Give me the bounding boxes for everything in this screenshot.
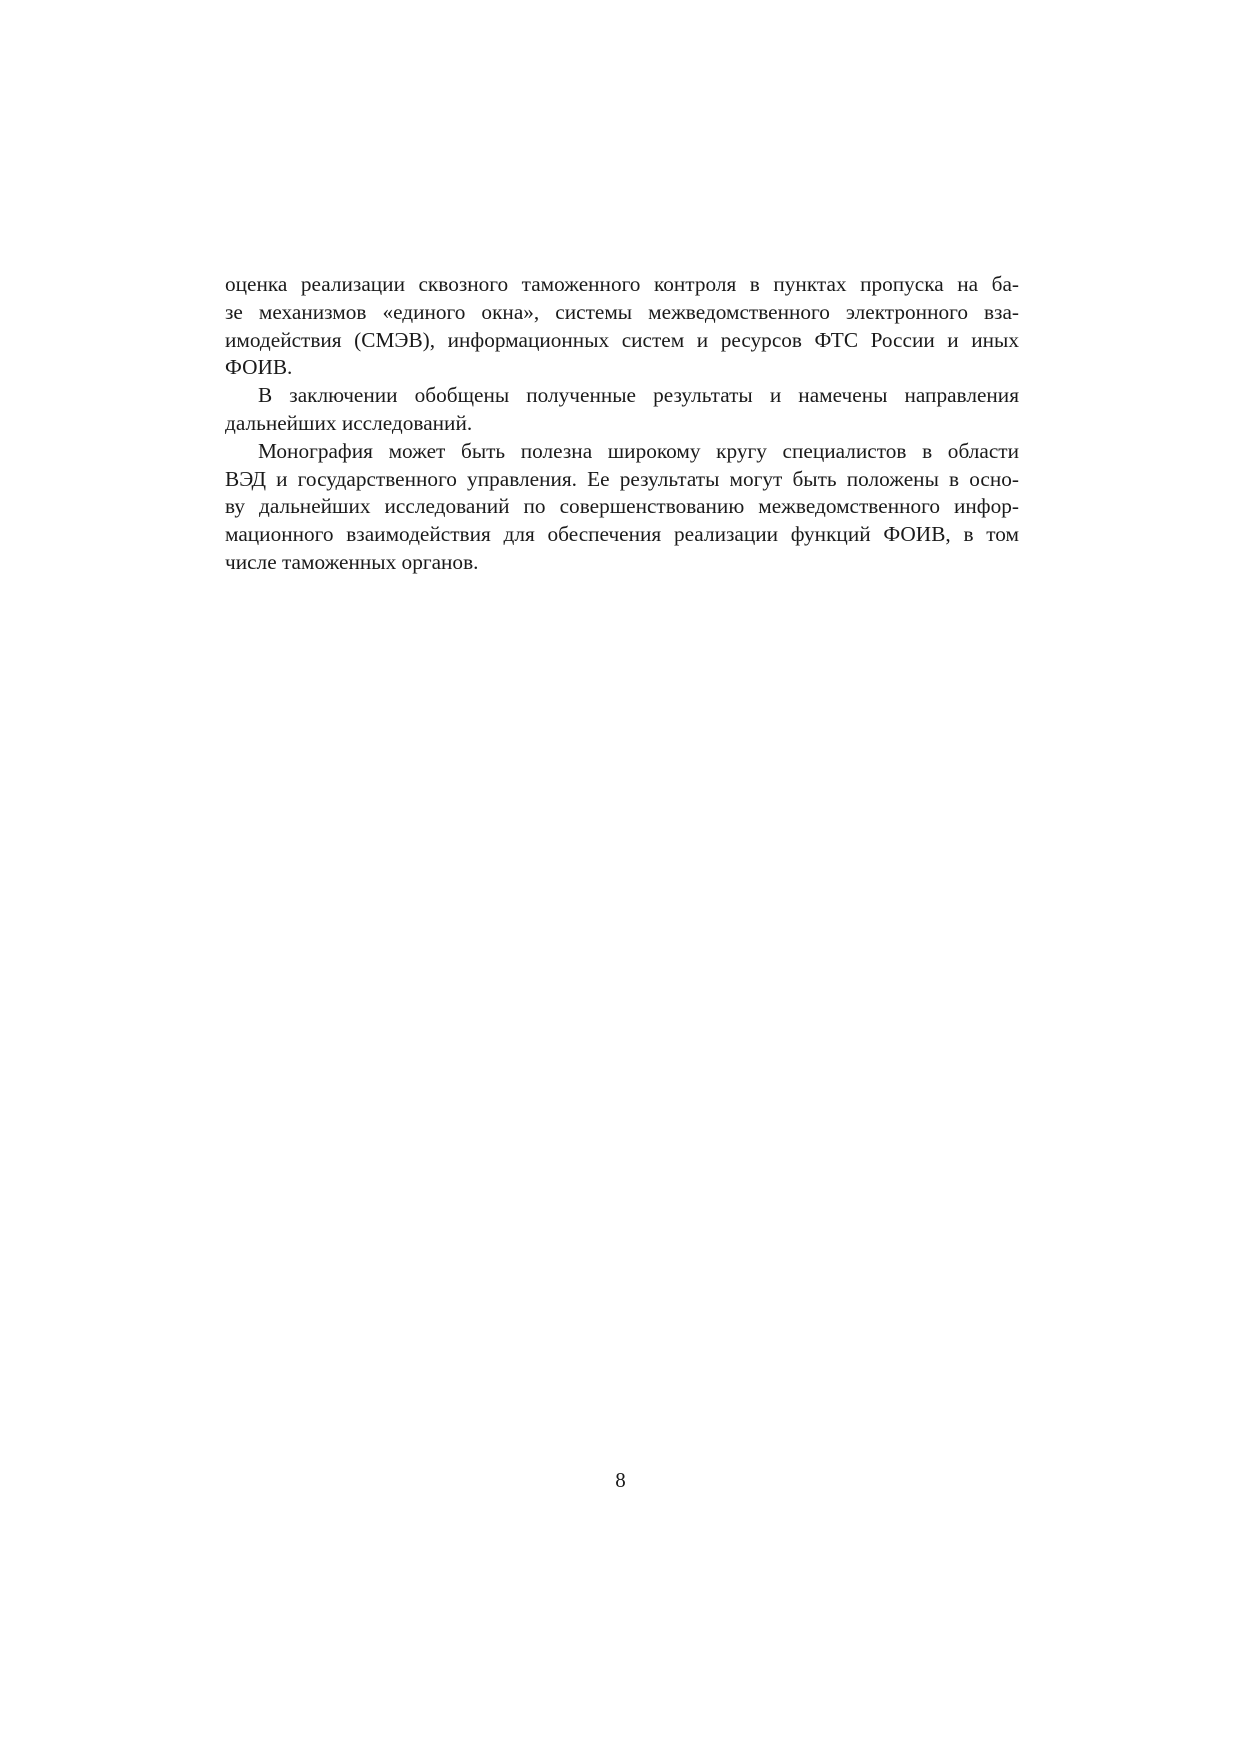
body-text — [225, 271, 1019, 577]
text-line: дальнейших исследований. — [225, 410, 473, 435]
paragraph-conclusion — [225, 382, 1019, 438]
page-number: 8 — [615, 1468, 626, 1492]
paragraph-monograph — [225, 438, 1019, 577]
text-line: Монография может быть полезна широкому кругу специалистов в области — [258, 438, 1019, 463]
text-line: В заключении обобщены полученные результаты и намечены направления — [258, 383, 1019, 408]
text-line: зе механизмов «единого окна», системы межведомственного электронного вза- — [225, 299, 1019, 324]
text-line: ВЭД и государственного управления. Ее результаты могут быть положены в осно- — [225, 466, 1019, 491]
text-line: оценка реализации сквозного таможенного контроля в пунктах пропуска на ба- — [225, 272, 1019, 296]
paragraph-continuation — [225, 271, 1019, 382]
text-line: ву дальнейших исследований по совершенствованию межведомственного инфор- — [225, 494, 1019, 519]
text-line: числе таможенных органов. — [225, 549, 479, 574]
text-line: имодействия (СМЭВ), информационных систем и ресурсов ФТС России и иных — [225, 327, 1019, 352]
text-line: мационного взаимодействия для обеспечения реализации функций ФОИВ, в том — [225, 522, 1019, 547]
text-line: ФОИВ. — [225, 355, 293, 380]
